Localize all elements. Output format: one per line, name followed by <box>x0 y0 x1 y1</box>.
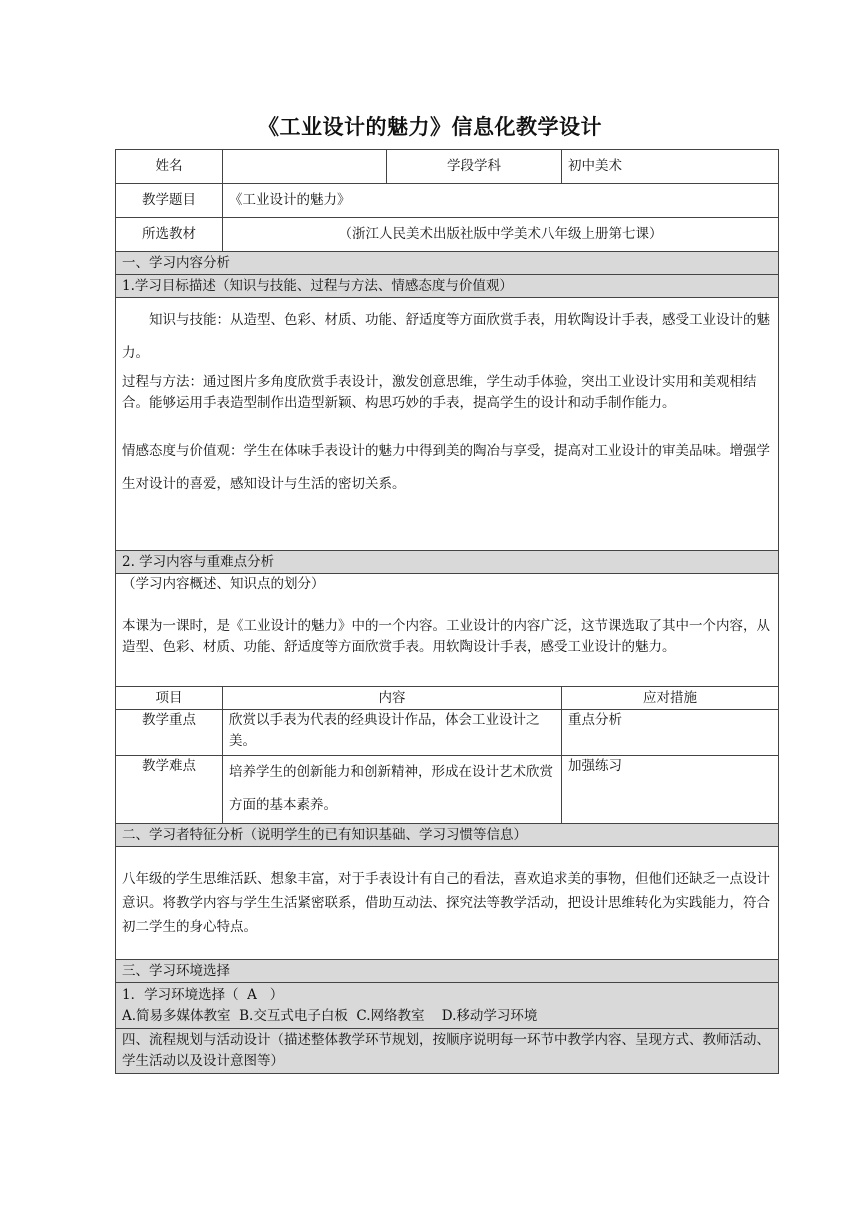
section2-header-row <box>116 824 779 847</box>
learner-analysis-row <box>116 847 779 960</box>
section1-sub1-row <box>116 275 779 298</box>
name-label: 姓名 <box>116 150 223 184</box>
topic-label: 教学题目 <box>116 184 223 218</box>
content-analysis-header: 2. 学习内容与重难点分析 <box>116 551 779 574</box>
section4-header-row <box>116 1029 779 1074</box>
lesson-plan-table <box>115 149 779 1074</box>
learner-analysis-body: 八年级的学生思维活跃、想象丰富，对于手表设计有自己的看法，喜欢追求美的事物，但他们还缺乏一点设计意识。将教学内容与学生生活紧密联系，借助互动法、探究法等教学活动，把设计思维转化为实践能力，符合初二学生的身心特点。 <box>116 847 779 960</box>
difficulty-content: 培养学生的创新能力和创新精神，形成在设计艺术欣赏方面的基本素养。 <box>223 756 562 824</box>
goal-process: 过程与方法：通过图片多角度欣赏手表设计，激发创意思维，学生动手体验，突出工业设计实用和美观相结合。能够运用手表造型制作出造型新颖、构思巧妙的手表，提高学生的设计和动手制作能力。 <box>122 374 757 411</box>
environment-choice: 1．学习环境选择（ A ） <box>122 986 284 1003</box>
stage-label: 学段学科 <box>387 150 562 184</box>
section3-header-row <box>116 960 779 983</box>
content-analysis-row <box>116 574 779 687</box>
info-row-name <box>116 150 779 184</box>
table-row <box>116 756 779 824</box>
section2-header: 二、学习者特征分析（说明学生的已有知识基础、学习习惯等信息） <box>116 824 779 847</box>
stage-value: 初中美术 <box>562 150 779 184</box>
section1-sub2-row <box>116 551 779 574</box>
goal-knowledge: 知识与技能：从造型、色彩、材质、功能、舒适度等方面欣赏手表，用软陶设计手表，感受工业设计的魅力。 <box>122 312 770 361</box>
learning-goals-cell <box>116 298 779 551</box>
col-content-header: 内容 <box>223 687 562 710</box>
section3-header: 三、学习环境选择 <box>116 960 779 983</box>
environment-row <box>116 983 779 1029</box>
section4-header: 四、流程规划与活动设计（描述整体教学环节规划，按顺序说明每一环节中教学内容、呈现方式、教师活动、学生活动以及设计意图等） <box>116 1029 779 1074</box>
document-title: 《工业设计的魅力》信息化教学设计 <box>258 115 602 139</box>
name-value <box>223 150 387 184</box>
difficulty-measure: 加强练习 <box>562 756 779 824</box>
content-analysis-cell <box>116 574 779 687</box>
material-value: （浙江人民美术出版社版中学美术八年级上册第七课） <box>223 218 779 252</box>
info-row-material <box>116 218 779 252</box>
learning-goals-row <box>116 298 779 551</box>
keypoints-table-header-row <box>116 687 779 710</box>
keypoint-content: 欣赏以手表为代表的经典设计作品，体会工业设计之美。 <box>223 710 562 756</box>
keypoint-item: 教学重点 <box>116 710 223 756</box>
section1-header: 一、学习内容分析 <box>116 252 779 275</box>
table-row <box>116 710 779 756</box>
difficulty-item: 教学难点 <box>116 756 223 824</box>
learning-goals-header: 1.学习目标描述（知识与技能、过程与方法、情感态度与价值观） <box>116 275 779 298</box>
keypoint-measure: 重点分析 <box>562 710 779 756</box>
goal-emotion: 情感态度与价值观：学生在体味手表设计的魅力中得到美的陶冶与享受，提高对工业设计的审美品味。增强学生对设计的喜爱，感知设计与生活的密切关系。 <box>122 443 770 492</box>
content-analysis-note: （学习内容概述、知识点的划分） <box>122 576 325 592</box>
col-item-header: 项目 <box>116 687 223 710</box>
material-label: 所选教材 <box>116 218 223 252</box>
content-analysis-body: 本课为一课时，是《工业设计的魅力》中的一个内容。工业设计的内容广泛，这节课选取了其中一个内容，从造型、色彩、材质、功能、舒适度等方面欣赏手表。用软陶设计手表，感受工业设计的魅力。 <box>122 618 770 655</box>
section1-header-row <box>116 252 779 275</box>
environment-cell <box>116 983 779 1029</box>
info-row-topic <box>116 184 779 218</box>
col-measure-header: 应对措施 <box>562 687 779 710</box>
environment-options: A.简易多媒体教室 B.交互式电子白板 C.网络教室 D.移动学习环境 <box>122 1007 538 1024</box>
topic-value: 《工业设计的魅力》 <box>223 184 779 218</box>
